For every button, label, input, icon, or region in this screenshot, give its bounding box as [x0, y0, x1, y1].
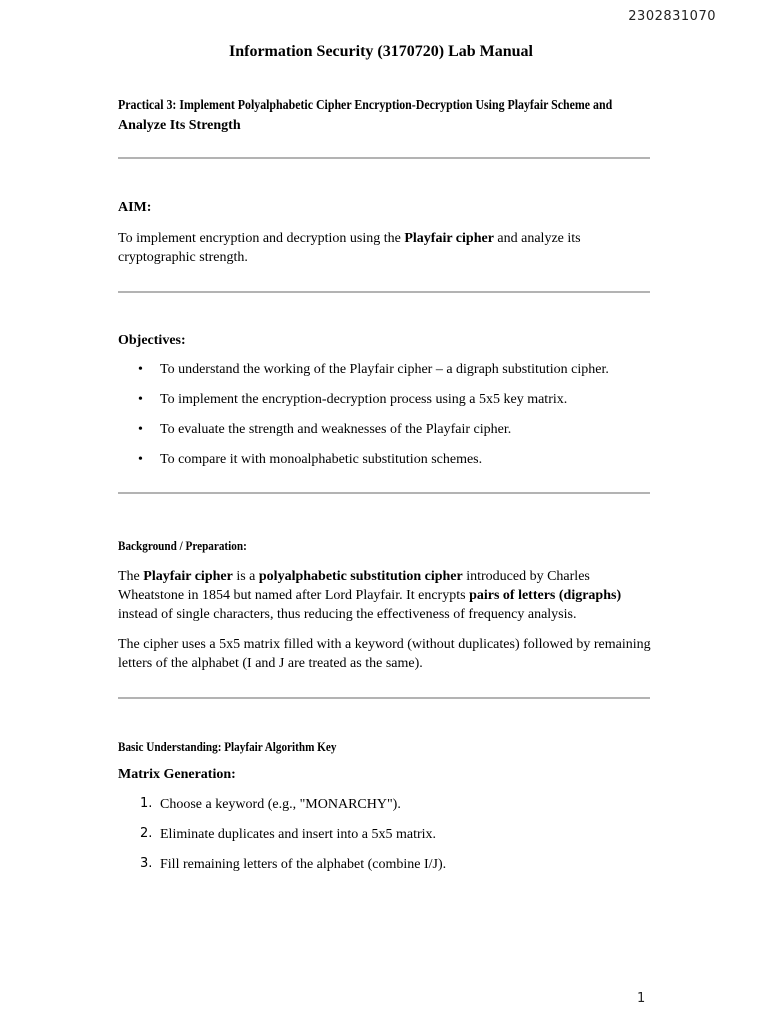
steps-list [118, 797, 650, 887]
aim-text-bold: Playfair cipher [404, 231, 494, 246]
step-text: Eliminate duplicates and insert into a 5x5 matrix. [160, 827, 437, 842]
list-item [118, 392, 650, 422]
divider [118, 157, 650, 159]
document-title: Information Security (3170720) Lab Manual [229, 43, 533, 60]
text-part: instead of single characters, thus reducing the effectiveness of frequency analysis. [118, 607, 577, 622]
text-bold: pairs of letters (digraphs) [469, 588, 622, 603]
divider [118, 291, 650, 293]
bullet-icon: • [138, 452, 143, 467]
enrollment-number: 2302831070 [628, 9, 716, 24]
text-part: is a [232, 569, 259, 584]
list-item [118, 827, 650, 857]
aim-text [118, 229, 654, 267]
objectives-heading: Objectives: [118, 333, 186, 348]
list-item [118, 452, 650, 482]
list-item [118, 857, 650, 887]
background-heading: Background / Preparation: [118, 538, 247, 553]
background-paragraph-2: The cipher uses a 5x5 matrix filled with a keyword (without duplicates) followed by remaining letters of the alphabet (I and J are treated as the same). [118, 637, 651, 671]
text-part: introduced by Charles Wheatstone in 1854 but named after Lord Playfair. It encrypts [118, 569, 590, 603]
objectives-list [118, 362, 650, 482]
list-item [118, 362, 650, 392]
list-item [118, 422, 650, 452]
bullet-icon: • [138, 422, 143, 437]
list-item [118, 797, 650, 827]
page-number: 1 [637, 991, 646, 1006]
practical-title-line2: Analyze Its Strength [118, 118, 241, 133]
aim-text-part: and analyze its cryptographic strength. [118, 231, 581, 265]
objective-text: To compare it with monoalphabetic substitution schemes. [160, 452, 483, 467]
aim-heading: AIM: [118, 200, 152, 215]
step-number: 1. [140, 796, 153, 811]
bullet-icon: • [138, 362, 143, 377]
practical-title [118, 95, 658, 136]
objective-text: To implement the encryption-decryption process using a 5x5 key matrix. [160, 392, 568, 407]
step-text: Choose a keyword (e.g., "MONARCHY"). [160, 797, 401, 812]
step-number: 3. [140, 856, 153, 871]
step-text: Fill remaining letters of the alphabet (combine I/J). [160, 857, 447, 872]
divider [118, 697, 650, 699]
background-paragraph-1 [118, 567, 654, 624]
text-bold: Playfair cipher [143, 569, 233, 584]
practical-title-line1: Practical 3: Implement Polyalphabetic Cipher Encryption-Decryption Using Playfair Scheme and [118, 97, 613, 112]
divider [118, 492, 650, 494]
aim-text-part: To implement encryption and decryption using the [118, 231, 405, 246]
matrix-generation-heading: Matrix Generation: [118, 767, 236, 782]
objective-text: To evaluate the strength and weaknesses of the Playfair cipher. [160, 422, 512, 437]
text-part: The [118, 569, 144, 584]
objective-text: To understand the working of the Playfair cipher – a digraph substitution cipher. [160, 362, 609, 377]
step-number: 2. [140, 826, 153, 841]
basic-understanding-heading: Basic Understanding: Playfair Algorithm Key [118, 739, 337, 754]
text-bold: polyalphabetic substitution cipher [258, 569, 463, 584]
bullet-icon: • [138, 392, 143, 407]
